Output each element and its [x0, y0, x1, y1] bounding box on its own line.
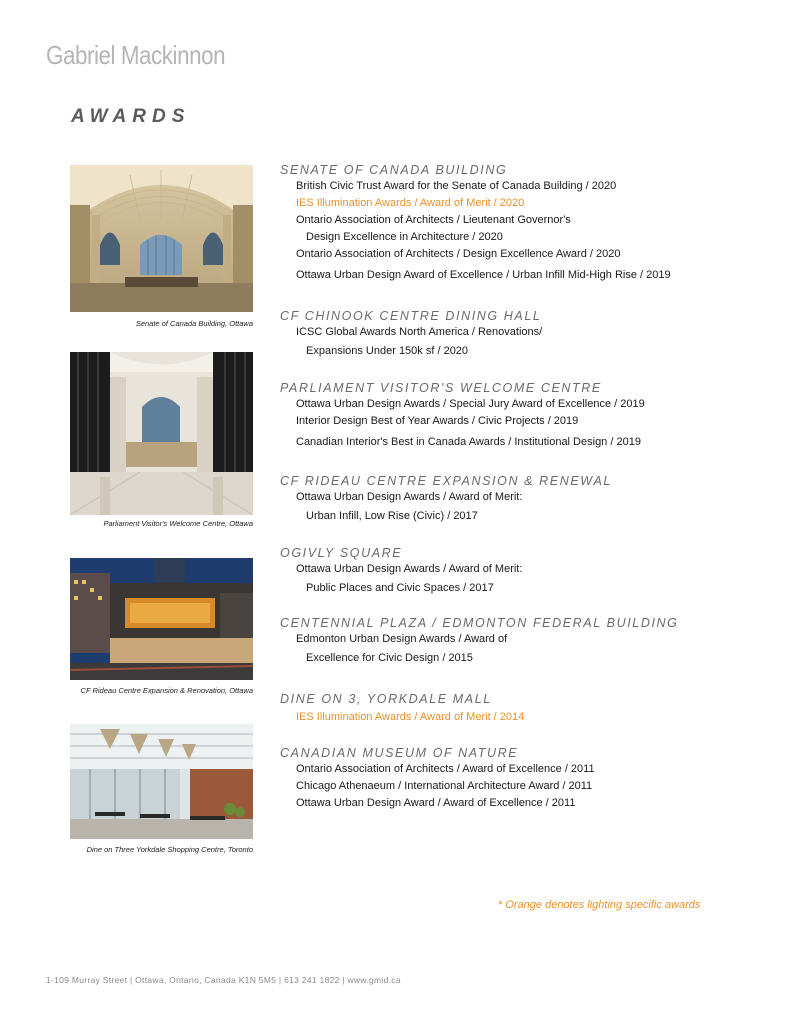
photo-caption: Parliament Visitor's Welcome Centre, Ottawa	[103, 519, 253, 528]
award-line-1: Edmonton Urban Design Awards / Award of	[296, 633, 508, 645]
welcome-centre-photo	[70, 352, 253, 515]
project-chinook	[280, 308, 740, 380]
award-line-1: Ontario Association of Architects / Lieutenant Governor's	[296, 214, 571, 226]
award-item: Ottawa Urban Design Award / Award of Excellence / 2011	[296, 797, 576, 809]
project-title: CENTENNIAL PLAZA / EDMONTON FEDERAL BUILDING	[280, 616, 679, 630]
award-item	[280, 631, 740, 667]
award-item-lighting: IES Illumination Awards / Award of Merit / 2020	[296, 197, 525, 209]
project-dine-on-3	[280, 691, 740, 745]
photo-caption: CF Rideau Centre Expansion & Renovation, Ottawa	[80, 686, 253, 695]
award-item	[280, 489, 740, 525]
rideau-centre-photo	[70, 558, 253, 680]
project-title: OGIVLY SQUARE	[280, 546, 403, 560]
awards-list	[280, 162, 740, 812]
legend-note: * Orange denotes lighting specific awards	[498, 899, 701, 911]
footer-contact: 1-109 Murray Street | Ottawa, Ontario, Canada K1N 5M5 | 613 241 1822 | www.gmid.ca	[46, 975, 401, 985]
project-centennial	[280, 615, 740, 691]
photo-caption: Dine on Three Yorkdale Shopping Centre, Toronto	[86, 845, 253, 854]
award-item: Ontario Association of Architects / Design Excellence Award / 2020	[296, 248, 621, 260]
senate-photo	[70, 165, 253, 312]
project-museum-of-nature	[280, 745, 740, 812]
project-ogilvy	[280, 545, 740, 615]
award-line-1: Ottawa Urban Design Awards / Award of Merit:	[296, 563, 523, 575]
award-item: Ottawa Urban Design Awards / Special Jury Award of Excellence / 2019	[296, 398, 645, 410]
award-item: Ottawa Urban Design Award of Excellence / Urban Infill Mid-High Rise / 2019	[296, 269, 671, 281]
project-parliament	[280, 380, 740, 473]
project-title: SENATE OF CANADA BUILDING	[280, 163, 508, 177]
award-item: Chicago Athenaeum / International Architecture Award / 2011	[296, 780, 593, 792]
award-line-2: Public Places and Civic Spaces / 2017	[306, 582, 494, 594]
award-item: British Civic Trust Award for the Senate of Canada Building / 2020	[296, 180, 617, 192]
award-item	[280, 561, 740, 597]
award-line-2: Excellence for Civic Design / 2015	[306, 652, 473, 664]
project-title: DINE ON 3, YORKDALE MALL	[280, 692, 492, 706]
award-line-2: Design Excellence in Architecture / 2020	[306, 231, 503, 243]
project-rideau	[280, 473, 740, 545]
brand-name: Gabriel Mackinnon	[46, 40, 226, 70]
project-senate	[280, 162, 740, 308]
award-item-lighting: IES Illumination Awards / Award of Merit / 2014	[296, 711, 525, 723]
project-title: PARLIAMENT VISITOR'S WELCOME CENTRE	[280, 381, 602, 395]
award-line-2: Urban Infill, Low Rise (Civic) / 2017	[306, 510, 478, 522]
award-item	[280, 212, 740, 246]
award-item: Ontario Association of Architects / Award of Excellence / 2011	[296, 763, 595, 775]
award-item: Canadian Interior's Best in Canada Awards / Institutional Design / 2019	[296, 436, 641, 448]
yorkdale-photo	[70, 724, 253, 839]
award-line-1: Ottawa Urban Design Awards / Award of Merit:	[296, 491, 523, 503]
award-item	[280, 324, 740, 360]
project-title: CF RIDEAU CENTRE EXPANSION & RENEWAL	[280, 474, 612, 488]
photo-caption: Senate of Canada Building, Ottawa	[135, 319, 253, 328]
award-item: Interior Design Best of Year Awards / Civic Projects / 2019	[296, 415, 579, 427]
award-line-2: Expansions Under 150k sf / 2020	[306, 345, 469, 357]
page-title: AWARDS	[71, 106, 191, 127]
award-line-1: ICSC Global Awards North America / Renovations/	[296, 326, 543, 338]
project-title: CF CHINOOK CENTRE DINING HALL	[280, 309, 542, 323]
project-title: CANADIAN MUSEUM OF NATURE	[280, 746, 519, 760]
